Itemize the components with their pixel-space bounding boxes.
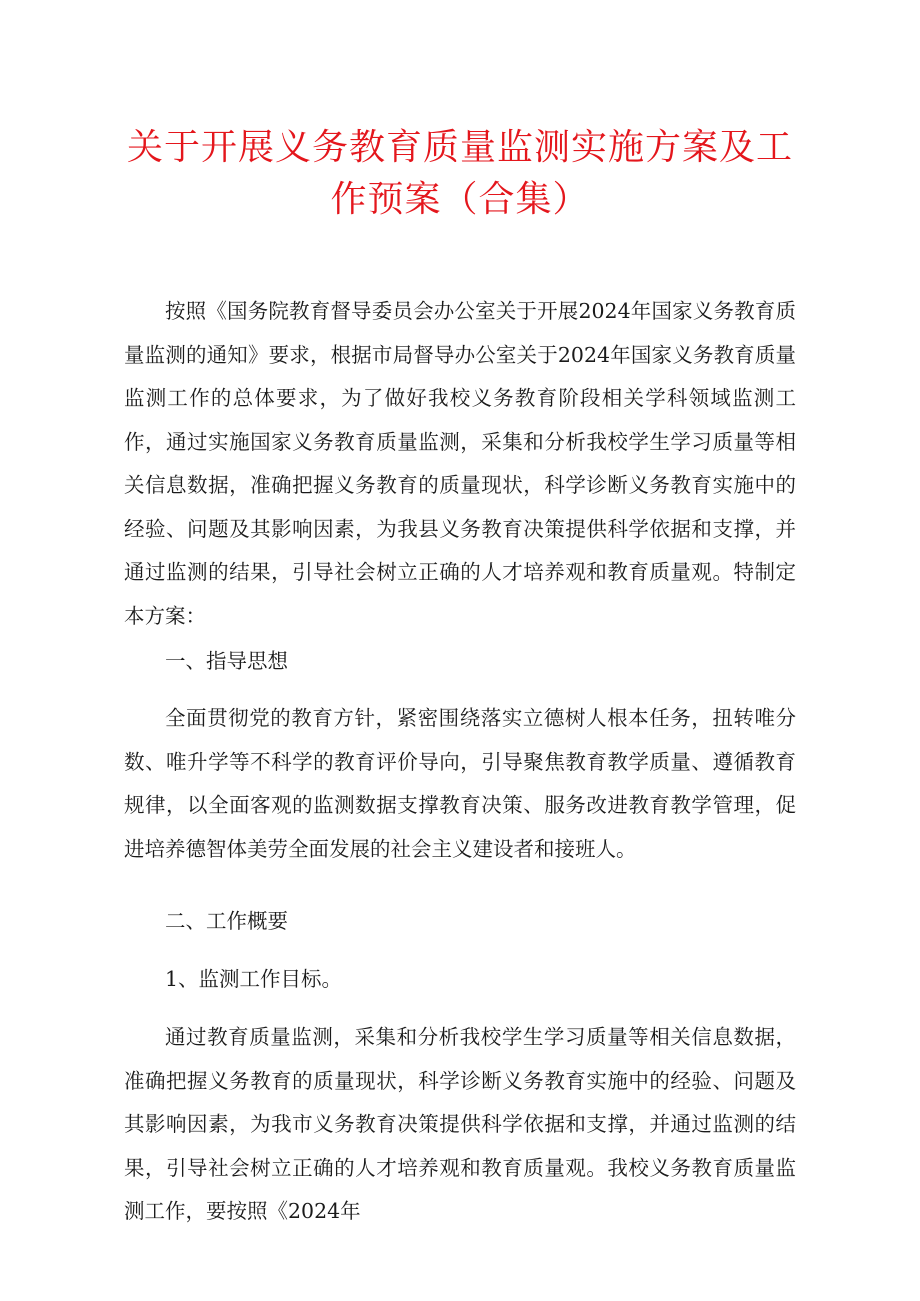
title-line-1: 关于开展义务教育质量监测实施方案及工 xyxy=(126,127,793,168)
section-heading-work-overview: 二、工作概要 xyxy=(165,909,288,933)
title-line-2: 作预案（合集） xyxy=(330,179,590,220)
document-title xyxy=(100,122,820,226)
section-heading-guiding-ideology: 一、指导思想 xyxy=(165,649,288,673)
intro-paragraph: 按照《国务院教育督导委员会办公室关于开展2024年国家义务教育质量监测的通知》要求，根据市局督导办公室关于2024年国家义务教育质量监测工作的总体要求，为了做好我校义务教育阶段相关学科领域监测工作，通过实施国家义务教育质量监测，采集和分析我校学生学习质量等相关信息数据，准确把握义务教育的质量现状，科学诊断义务教育实施中的经验、问题及其影响因素，为我县义务教育决策提供科学依据和支撑，并通过监测的结果，引导社会树立正确的人才培养观和教育质量观。特制定本方案： xyxy=(124,299,796,628)
monitoring-goal-paragraph: 通过教育质量监测，采集和分析我校学生学习质量等相关信息数据，准确把握义务教育的质量现状，科学诊断义务教育实施中的经验、问题及其影响因素，为我市义务教育决策提供科学依据和支撑，并通过监测的结果，引导社会树立正确的人才培养观和教育质量观。我校义务教育质量监测工作，要按照《2024年 xyxy=(124,1025,796,1223)
guiding-ideology-paragraph: 全面贯彻党的教育方针，紧密围绕落实立德树人根本任务，扭转唯分数、唯升学等不科学的教育评价导向，引导聚焦教育教学质量、遵循教育规律，以全面客观的监测数据支撑教育决策、服务改进教育教学管理，促进培养德智体美劳全面发展的社会主义建设者和接班人。 xyxy=(124,706,796,861)
subsection-heading-monitoring-goal: 1、监测工作目标。 xyxy=(165,967,343,991)
